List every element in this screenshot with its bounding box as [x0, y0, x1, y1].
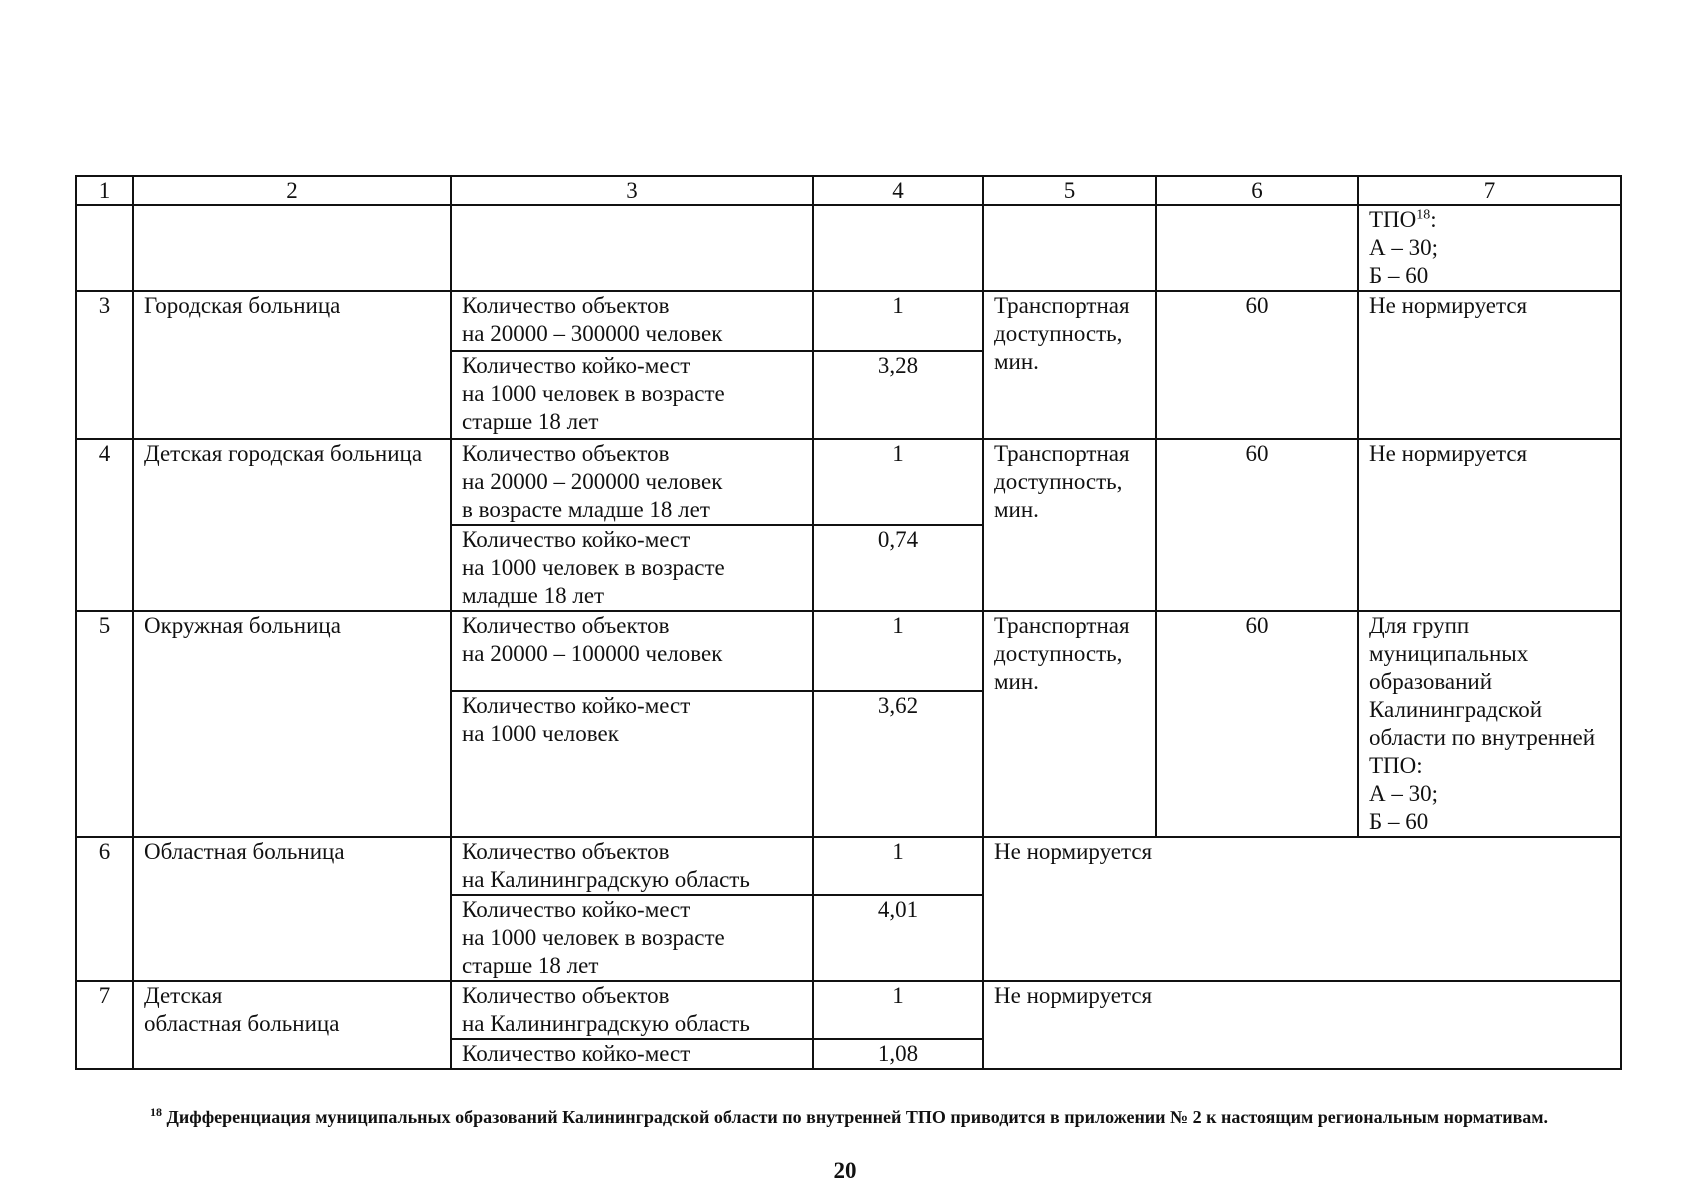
facility-name: Городская больница: [133, 291, 451, 439]
indicator-cell: Количество койко-мест на 1000 человек в возрасте старше 18 лет: [451, 895, 813, 981]
value-cell: 3,28: [813, 351, 983, 439]
facility-name: Детская городская больница: [133, 439, 451, 611]
row-number: 6: [76, 837, 133, 981]
table-cell: [76, 205, 133, 291]
value-cell: 1: [813, 981, 983, 1039]
indicator-cell: Количество койко-мест на 1000 человек в возрасте старше 18 лет: [451, 351, 813, 439]
accessibility-cell: Транспортная доступность, мин.: [983, 291, 1156, 439]
table-row: [76, 611, 1621, 691]
table-cell: [133, 205, 451, 291]
value-cell: 4,01: [813, 895, 983, 981]
table-cell: [1156, 205, 1358, 291]
accessibility-cell: Транспортная доступность, мин.: [983, 439, 1156, 611]
table-row: [76, 291, 1621, 351]
value-cell: 0,74: [813, 525, 983, 611]
table-cell: [451, 205, 813, 291]
column-number: 2: [133, 176, 451, 205]
table-row: [76, 837, 1621, 895]
time-cell: 60: [1156, 291, 1358, 439]
column-number: 7: [1358, 176, 1621, 205]
value-cell: 1: [813, 291, 983, 351]
tpo-colon: :: [1430, 207, 1437, 232]
note-cell: Не нормируется: [1358, 439, 1621, 611]
indicator-cell: Количество объектов на 20000 – 100000 человек: [451, 611, 813, 691]
column-number-row: [76, 176, 1621, 205]
value-cell: 1,08: [813, 1039, 983, 1069]
note-cell: Не нормируется: [1358, 291, 1621, 439]
indicator-cell: Количество койко-мест на 1000 человек: [451, 691, 813, 837]
indicator-cell: Количество койко-мест на 1000 человек в возрасте младше 18 лет: [451, 525, 813, 611]
value-cell: 1: [813, 837, 983, 895]
table-cell: [813, 205, 983, 291]
footnote-text: Дифференциация муниципальных образований Калининградской области по внутренней ТПО приводится в приложении № 2 к настоящим региональным нормативам.: [162, 1107, 1549, 1127]
table-cell: [983, 205, 1156, 291]
row-number: 4: [76, 439, 133, 611]
row-number: 5: [76, 611, 133, 837]
table-row: [76, 439, 1621, 525]
note-cell: Не нормируется: [983, 837, 1621, 981]
value-cell: 1: [813, 439, 983, 525]
note-cell: Для групп муниципальных образований Калининградской области по внутренней ТПО: А – 30; Б – 60: [1358, 611, 1621, 837]
table-row: [76, 205, 1621, 291]
indicator-cell: Количество койко-мест: [451, 1039, 813, 1069]
table-row: [76, 981, 1621, 1039]
column-number: 3: [451, 176, 813, 205]
facility-name: Областная больница: [133, 837, 451, 981]
indicator-cell: Количество объектов на 20000 – 200000 человек в возрасте младше 18 лет: [451, 439, 813, 525]
time-cell: 60: [1156, 611, 1358, 837]
indicator-cell: Количество объектов на Калининградскую область: [451, 837, 813, 895]
footnote: [75, 1106, 1620, 1129]
indicator-cell: Количество объектов на 20000 – 300000 человек: [451, 291, 813, 351]
tpo-label: ТПО: [1369, 207, 1417, 232]
page-number: 20: [833, 1158, 857, 1183]
tpo-values: А – 30; Б – 60: [1369, 235, 1438, 288]
note-cell: Не нормируется: [983, 981, 1621, 1069]
value-cell: 1: [813, 611, 983, 691]
standards-table: [75, 175, 1622, 1070]
footnote-marker: 18: [150, 1105, 162, 1119]
facility-name: Окружная больница: [133, 611, 451, 837]
column-number: 1: [76, 176, 133, 205]
tpo-continuation-cell: [1358, 205, 1621, 291]
row-number: 3: [76, 291, 133, 439]
column-number: 6: [1156, 176, 1358, 205]
indicator-cell: Количество объектов на Калининградскую область: [451, 981, 813, 1039]
value-cell: 3,62: [813, 691, 983, 837]
time-cell: 60: [1156, 439, 1358, 611]
column-number: 4: [813, 176, 983, 205]
accessibility-cell: Транспортная доступность, мин.: [983, 611, 1156, 837]
row-number: 7: [76, 981, 133, 1069]
column-number: 5: [983, 176, 1156, 205]
footnote-ref: 18: [1416, 207, 1431, 223]
facility-name: Детская областная больница: [133, 981, 451, 1069]
